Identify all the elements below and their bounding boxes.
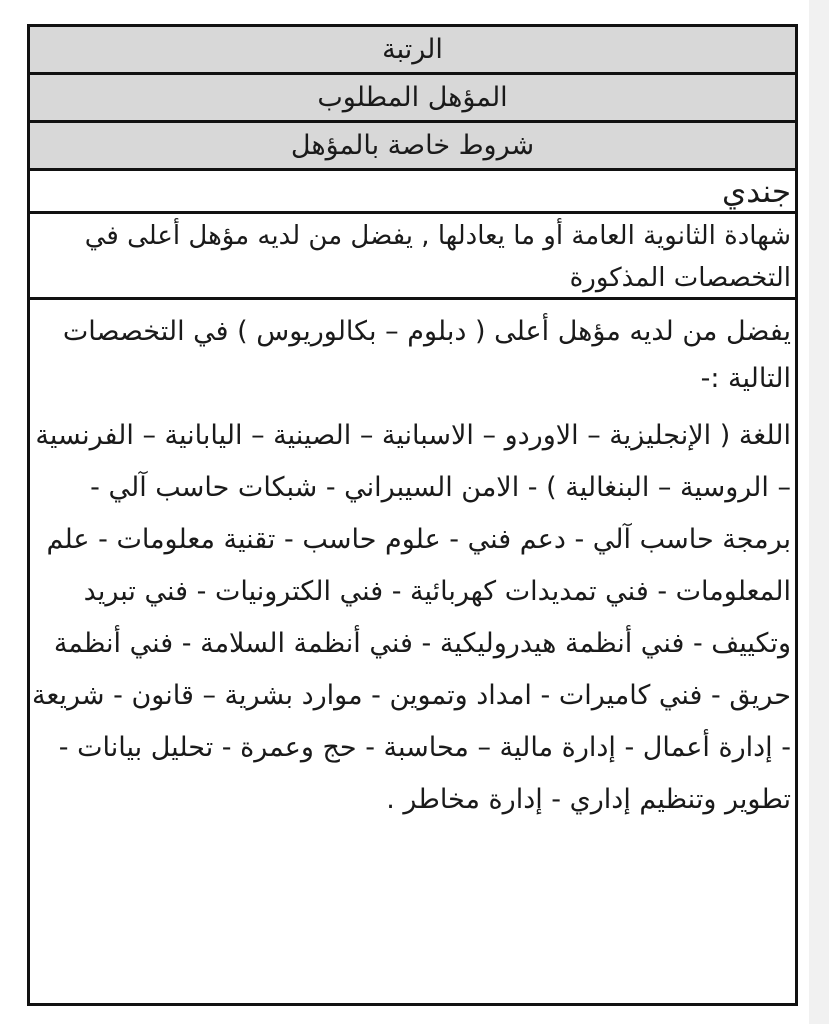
header-conditions (30, 123, 795, 171)
header-rank (30, 27, 795, 75)
header-qualification (30, 75, 795, 123)
qualification-cell (30, 214, 795, 300)
conditions-cell (30, 300, 795, 1003)
header-rank-label: الرتبة (382, 34, 443, 65)
header-qualification-label: المؤهل المطلوب (317, 82, 508, 113)
qualification-value: شهادة الثانوية العامة أو ما يعادلها , يفضل من لديه مؤهل أعلى في التخصصات المذكورة (84, 221, 791, 293)
conditions-intro: يفضل من لديه مؤهل أعلى ( دبلوم – بكالوريوس ) في التخصصات التالية :- (62, 316, 791, 394)
rank-cell (30, 171, 795, 214)
header-conditions-label: شروط خاصة بالمؤهل (290, 130, 535, 161)
conditions-specialties: اللغة ( الإنجليزية – الاوردو – الاسبانية – الصينية – اليابانية – الفرنسية – الروسية – البنغالية ) - الامن السيبراني - شبكات حاسب آلي - برمجة حاسب آلي - دعم فني - علوم حاسب - تقنية معلومات - علم المعلومات - فني تمديدات كهربائية - فني الكترونيات - فني تبريد وتكييف - فني أنظمة هيدروليكية - فني أنظمة السلامة - فني أنظمة حريق - فني كاميرات - امداد وتموين - موارد بشرية – قانون - شريعة - إدارة أعمال - إدارة مالية – محاسبة - حج وعمرة - تحليل بيانات - تطوير وتنظيم إداري - إدارة مخاطر . (32, 420, 791, 815)
requirements-table (27, 24, 798, 1006)
rank-value: جندي (721, 174, 791, 210)
page-edge-strip (809, 0, 829, 1024)
